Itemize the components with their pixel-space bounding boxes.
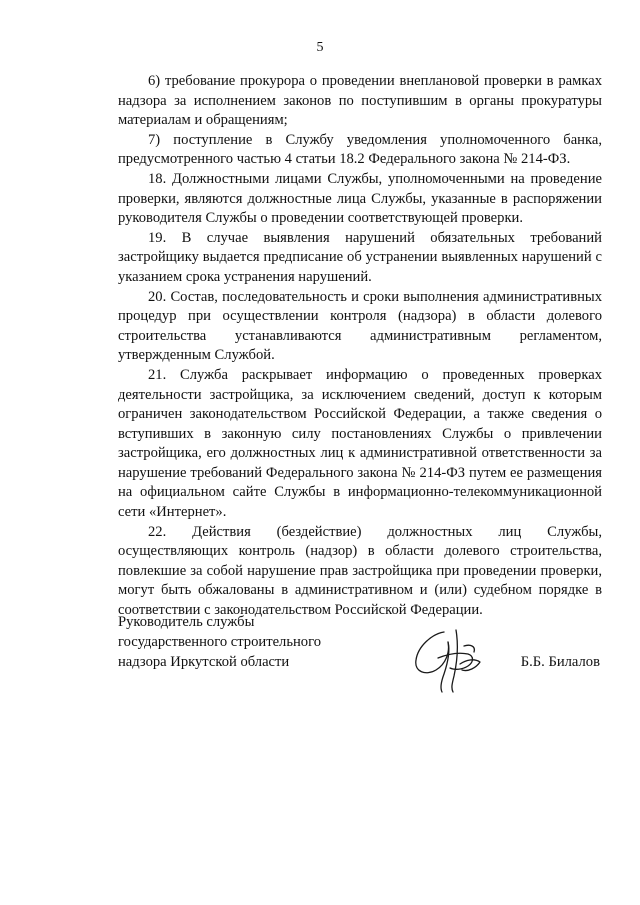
signer-position-line-3: надзора Иркутской области	[118, 654, 290, 670]
signer-position	[118, 612, 418, 672]
handwritten-signature	[404, 620, 504, 696]
page-number: 5	[316, 40, 324, 55]
signer-position-line-1: Руководитель службы	[118, 614, 255, 630]
signer-name: Б.Б. Билалов	[520, 654, 600, 670]
signer-position-line-2: государственного строительного	[118, 634, 322, 650]
paragraph-18: 18. Должностными лицами Службы, уполномоченными на проведение проверки, являются должностные лица Службы, указанные в распоряжении руководителя Службы о проведении соответствующей проверки.	[118, 170, 602, 227]
paragraph-20: 20. Состав, последовательность и сроки выполнения административных процедур при осуществлении контроля (надзора) в области долевого строительства устанавливаются административным регламентом, утвержденным Службой.	[118, 288, 602, 364]
paragraph-21: 21. Служба раскрывает информацию о проведенных проверках деятельности застройщика, за исключением сведений, доступ к которым ограничен законодательством Российской Федерации, а также сведения о вступивших в законную силу постановлениях Службы о привлечении застройщика, его должностных лиц к административной ответственности за нарушение требований Федерального закона № 214-ФЗ путем ее размещения на официальном сайте Службы в информационно-телекоммуникационной сети «Интернет».	[118, 366, 602, 521]
paragraph-22: 22. Действия (бездействие) должностных лиц Службы, осуществляющих контроль (надзор) в области долевого строительства, повлекшие за собой нарушение прав застройщика при проведении проверки, могут быть обжалованы в административном и (или) судебном порядке в соответствии с законодательством Российской Федерации.	[118, 523, 602, 619]
paragraph-item-6: 6) требование прокурора о проведении внеплановой проверки в рамках надзора за исполнением законов по поступившим в органы прокуратуры материалам и обращениям;	[118, 73, 602, 129]
signature-block	[118, 612, 602, 692]
document-body	[118, 72, 602, 621]
paragraph-item-7: 7) поступление в Службу уведомления уполномоченного банка, предусмотренного частью 4 статьи 18.2 Федерального закона № 214-ФЗ.	[118, 131, 602, 168]
paragraph-19: 19. В случае выявления нарушений обязательных требований застройщику выдается предписание об устранении выявленных нарушений с указанием срока устранения нарушений.	[118, 229, 602, 285]
